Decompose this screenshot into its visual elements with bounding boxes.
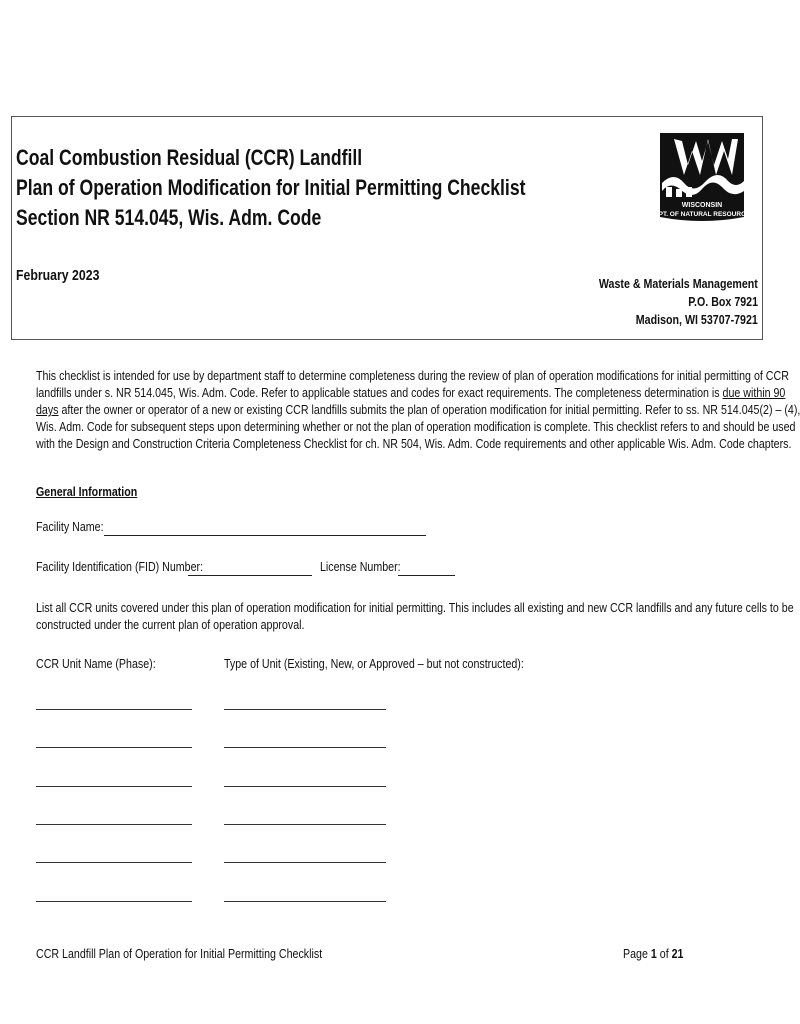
units-instruction-line-1: List all CCR units covered under this plan of operation modification for initial permitting. This includes all existing and new CCR landfills and any future cells to be bbox=[36, 600, 794, 615]
facility-name-label: Facility Name: bbox=[36, 519, 104, 534]
unit-type-field[interactable] bbox=[224, 709, 386, 710]
fid-field[interactable] bbox=[188, 575, 312, 576]
address-line-1: Waste & Materials Management bbox=[599, 276, 758, 291]
intro-line-1: This checklist is intended for use by department staff to determine completeness during the review of plan of operation modifications for initial permitting of CCR bbox=[36, 368, 789, 383]
unit-type-field[interactable] bbox=[224, 901, 386, 902]
fid-label: Facility Identification (FID) Number: bbox=[36, 559, 204, 574]
wdnr-logo bbox=[649, 125, 755, 225]
wdnr-logo-icon bbox=[649, 125, 755, 225]
page-number: Page 1 of 21 bbox=[623, 946, 684, 961]
unit-name-field[interactable] bbox=[36, 747, 192, 748]
intro-line-3: days after the owner or operator of a new or existing CCR landfills submits the plan of operation modification for initial permitting. Refer to ss. NR 514.045(2) – (4), bbox=[36, 402, 800, 417]
unit-type-column-label: Type of Unit (Existing, New, or Approved – but not constructed): bbox=[224, 656, 524, 671]
license-label: License Number: bbox=[320, 559, 401, 574]
title-line-1: Coal Combustion Residual (CCR) Landfill bbox=[16, 145, 363, 170]
unit-type-field[interactable] bbox=[224, 786, 386, 787]
header-box bbox=[11, 116, 763, 340]
document-date: February 2023 bbox=[16, 267, 100, 284]
unit-type-field[interactable] bbox=[224, 862, 386, 863]
unit-name-column-label: CCR Unit Name (Phase): bbox=[36, 656, 156, 671]
general-info-heading: General Information bbox=[36, 484, 138, 499]
title-line-3: Section NR 514.045, Wis. Adm. Code bbox=[16, 205, 322, 230]
address-line-2: P.O. Box 7921 bbox=[688, 294, 758, 309]
license-field[interactable] bbox=[398, 575, 455, 576]
logo-text-1: WISCONSIN bbox=[681, 202, 723, 209]
unit-name-field[interactable] bbox=[36, 786, 192, 787]
address-line-3: Madison, WI 53707-7921 bbox=[635, 312, 758, 327]
footer-title: CCR Landfill Plan of Operation for Initial Permitting Checklist bbox=[36, 946, 323, 961]
due-within-underline: due within 90 bbox=[722, 385, 786, 400]
unit-name-field[interactable] bbox=[36, 709, 192, 710]
units-instruction-line-2: constructed under the current plan of operation approval. bbox=[36, 617, 305, 632]
intro-line-2: landfills under s. NR 514.045, Wis. Adm. Code. Refer to applicable statues and codes for exact requirements. The completeness determination is due within 90 bbox=[36, 385, 786, 400]
days-underline: days bbox=[36, 402, 59, 417]
unit-name-field[interactable] bbox=[36, 862, 192, 863]
intro-line-5: with the Design and Construction Criteria Completeness Checklist for ch. NR 504, Wis. Adm. Code requirements and other applicable Wis. Adm. Code chapters. bbox=[36, 436, 792, 451]
unit-type-field[interactable] bbox=[224, 747, 386, 748]
unit-name-field[interactable] bbox=[36, 824, 192, 825]
unit-type-field[interactable] bbox=[224, 824, 386, 825]
intro-paragraph bbox=[36, 367, 800, 452]
intro-line-4: Wis. Adm. Code for subsequent steps upon determining whether or not the plan of operation modification is complete. This checklist refers to and should be used bbox=[36, 419, 796, 434]
logo-text-2: DEPT. OF NATURAL RESOURCES bbox=[649, 211, 755, 218]
facility-name-field[interactable] bbox=[104, 535, 426, 536]
title-line-2: Plan of Operation Modification for Initial Permitting Checklist bbox=[16, 175, 526, 200]
unit-name-field[interactable] bbox=[36, 901, 192, 902]
units-instruction bbox=[36, 599, 794, 633]
